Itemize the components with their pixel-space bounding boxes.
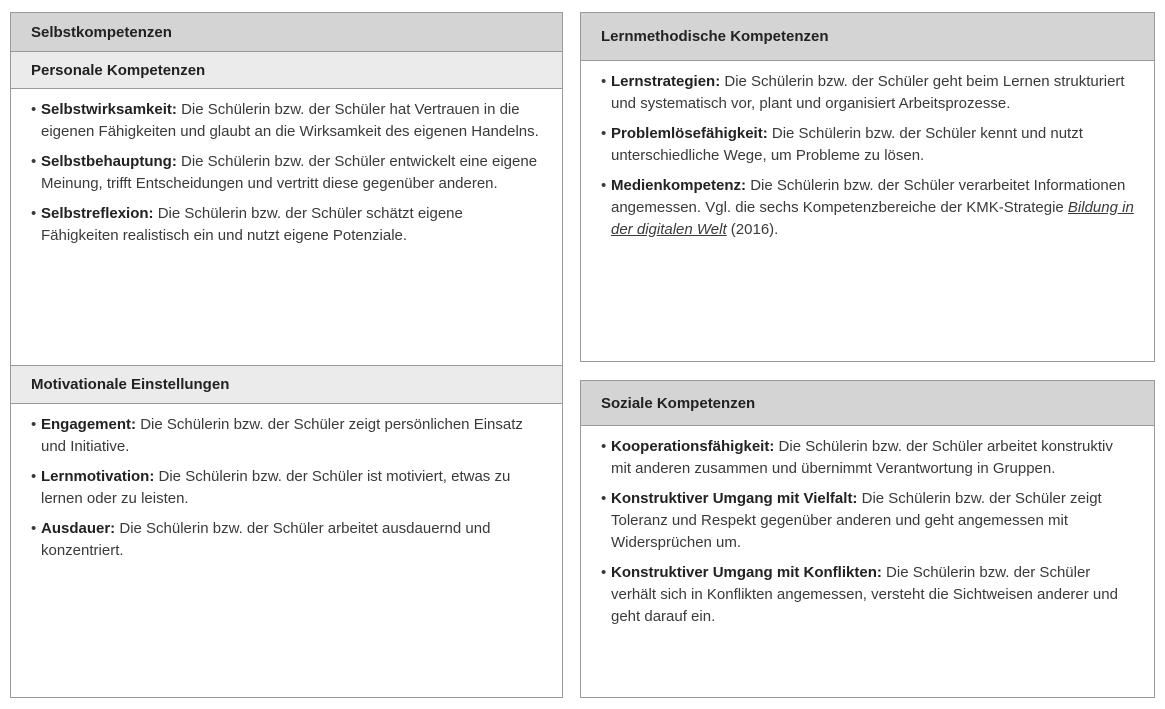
item-term: Kooperationsfähigkeit: — [611, 438, 775, 455]
item-term: Lernstrategien: — [611, 73, 721, 90]
item-term: Problemlösefähigkeit: — [611, 125, 768, 142]
item-text: Die Schülerin bzw. der Schüler zeigt persönlichen Einsatz und Initiative. — [41, 416, 523, 455]
bullet: • — [31, 416, 37, 433]
soziale-kompetenzen-panel — [580, 380, 1155, 698]
section-list — [581, 426, 1154, 628]
list-item — [601, 71, 1136, 115]
list-item — [601, 562, 1136, 628]
item-term: Engagement: — [41, 416, 137, 433]
item-text: Die Schülerin bzw. der Schüler verhält sich in Konflikten angemessen, versteht die Sichtweisen anderer und geht darauf ein. — [611, 564, 1118, 625]
selbstkompetenzen-panel — [10, 12, 563, 698]
bullet: • — [601, 490, 607, 507]
panel-title: Soziale Kompetenzen — [581, 381, 1154, 426]
section-title: Personale Kompetenzen — [11, 52, 562, 89]
bullet: • — [601, 564, 607, 581]
section-list — [11, 404, 562, 562]
panel-title: Selbstkompetenzen — [11, 13, 562, 52]
item-term: Lernmotivation: — [41, 468, 155, 485]
lernmethodische-kompetenzen-panel — [580, 12, 1155, 362]
list-item — [31, 466, 544, 510]
item-term: Selbstbehauptung: — [41, 153, 177, 170]
bullet: • — [31, 520, 37, 537]
bullet: • — [601, 73, 607, 90]
item-term: Medienkompetenz: — [611, 177, 747, 194]
item-text: Die Schülerin bzw. der Schüler ist motiviert, etwas zu lernen oder zu leisten. — [41, 468, 511, 507]
item-text: Die Schülerin bzw. der Schüler geht beim Lernen strukturiert und systematisch vor, plant und organisiert Arbeitsprozesse. — [611, 73, 1125, 112]
item-text: Die Schülerin bzw. der Schüler schätzt eigene Fähigkeiten realistisch ein und nutzt eigene Potenziale. — [41, 205, 463, 244]
item-term: Ausdauer: — [41, 520, 116, 537]
publication-link[interactable]: Bildung in der digitalen Welt — [611, 199, 1134, 238]
list-item — [31, 151, 544, 195]
list-item — [601, 123, 1136, 167]
list-item — [601, 436, 1136, 480]
item-text: Die Schülerin bzw. der Schüler arbeitet konstruktiv mit anderen zusammen und übernimmt Verantwortung in Gruppen. — [611, 438, 1113, 477]
item-text: Die Schülerin bzw. der Schüler verarbeitet Informationen angemessen. Vgl. die sechs Kompetenzbereiche der KMK-Strategie — [611, 177, 1126, 216]
section-list — [11, 89, 562, 365]
panel-title: Lernmethodische Kompetenzen — [581, 13, 1154, 61]
list-item — [31, 518, 544, 562]
item-text: Die Schülerin bzw. der Schüler kennt und nutzt unterschiedliche Wege, um Probleme zu lösen. — [611, 125, 1083, 164]
list-item — [601, 488, 1136, 554]
item-text: Die Schülerin bzw. der Schüler entwickelt eine eigene Meinung, trifft Entscheidungen und vertritt diese gegenüber anderen. — [41, 153, 538, 192]
list-item — [31, 99, 544, 143]
bullet: • — [601, 125, 607, 142]
item-term: Konstruktiver Umgang mit Konflikten: — [611, 564, 882, 581]
item-term: Selbstreflexion: — [41, 205, 154, 222]
item-term: Konstruktiver Umgang mit Vielfalt: — [611, 490, 858, 507]
section-list — [581, 61, 1154, 241]
list-item — [31, 414, 544, 458]
section-title: Motivationale Einstellungen — [11, 365, 562, 404]
item-text: Die Schülerin bzw. der Schüler hat Vertrauen in die eigenen Fähigkeiten und glaubt an die Wirksamkeit des eigenen Handelns. — [41, 101, 539, 140]
item-term: Selbstwirksamkeit: — [41, 101, 177, 118]
bullet: • — [31, 205, 37, 222]
bullet: • — [31, 101, 37, 118]
item-suffix: (2016). — [730, 221, 779, 238]
bullet: • — [31, 468, 37, 485]
bullet: • — [601, 438, 607, 455]
list-item — [31, 203, 544, 247]
bullet: • — [601, 177, 607, 194]
list-item — [601, 175, 1136, 241]
bullet: • — [31, 153, 37, 170]
item-text: Die Schülerin bzw. der Schüler arbeitet ausdauernd und konzentriert. — [41, 520, 491, 559]
item-text: Die Schülerin bzw. der Schüler zeigt Toleranz und Respekt gegenüber anderen und geht angemessen mit Widersprüchen um. — [611, 490, 1102, 551]
